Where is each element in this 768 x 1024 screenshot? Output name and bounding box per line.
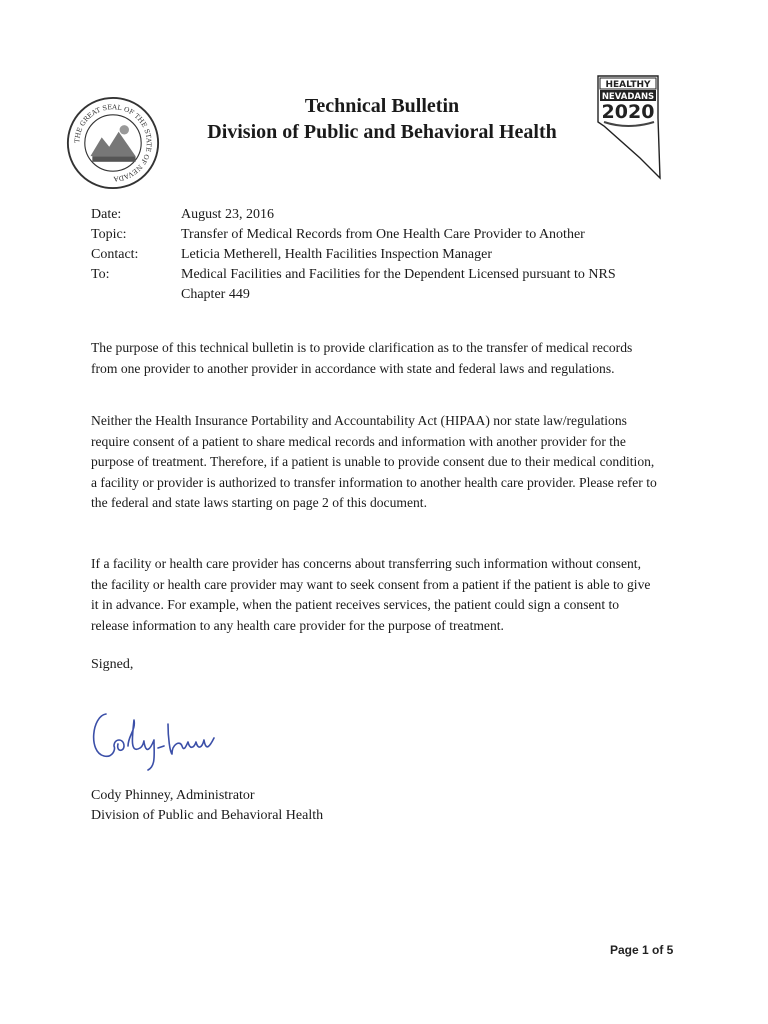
bulletin-title: Technical Bulletin <box>304 95 460 117</box>
body-paragraph-hipaa: Neither the Health Insurance Portability and Accountability Act (HIPAA) nor state law/regulations require consent of a patient to share medical records and information with another provider for the purpose of treatment. Therefore, if a patient is unable to provide consent due to their medical condition, a facility or provider is authorized to transfer information to another health care provider. Please refer to the federal and state laws starting on page 2 of this document. <box>91 413 657 510</box>
healthy-nevadans-logo-icon <box>594 74 662 180</box>
meta-value: Leticia Metherell, Health Facilities Inspection Manager <box>181 247 492 262</box>
meta-value: Medical Facilities and Facilities for the Dependent Licensed pursuant to NRS Chapter 449 <box>181 267 616 302</box>
meta-row-date <box>91 205 661 225</box>
svg-text:NEVADANS: NEVADANS <box>601 92 655 102</box>
handwritten-signature <box>84 694 224 774</box>
meta-label: To: <box>91 267 110 282</box>
signatory-name: Cody Phinney, Administrator <box>91 788 255 803</box>
meta-row-topic <box>91 225 661 245</box>
meta-value: August 23, 2016 <box>181 207 274 222</box>
page-number: Page 1 of 5 <box>610 943 674 957</box>
meta-row-to <box>91 265 661 305</box>
signatory-division: Division of Public and Behavioral Health <box>91 808 324 823</box>
meta-label: Topic: <box>91 227 127 242</box>
meta-label: Contact: <box>91 247 139 262</box>
svg-text:2020: 2020 <box>601 101 655 123</box>
meta-value: Transfer of Medical Records from One Health Care Provider to Another <box>181 227 585 242</box>
memo-header <box>91 205 661 305</box>
svg-text:HEALTHY: HEALTHY <box>605 80 651 90</box>
body-paragraph-purpose: The purpose of this technical bulletin is to provide clarification as to the transfer of medical records from one provider to another provider in accordance with state and federal laws and regulations. <box>91 340 633 376</box>
signed-label: Signed, <box>91 657 134 672</box>
svg-text:THE GREAT SEAL OF THE STATE OF: THE GREAT SEAL OF THE STATE OF NEVADA <box>73 103 153 183</box>
meta-row-contact <box>91 245 661 265</box>
division-title: Division of Public and Behavioral Health <box>207 121 557 143</box>
signatory-block <box>91 786 323 826</box>
meta-label: Date: <box>91 207 122 222</box>
body-paragraph-consent: If a facility or health care provider has concerns about transferring such information without consent, the facility or health care provider may want to seek consent from a patient if the patient is able to give it in advance. For example, when the patient receives services, the patient could sign a consent to release information to any health care provider for the purpose of treatment. <box>91 556 651 633</box>
state-seal-icon <box>66 96 160 190</box>
